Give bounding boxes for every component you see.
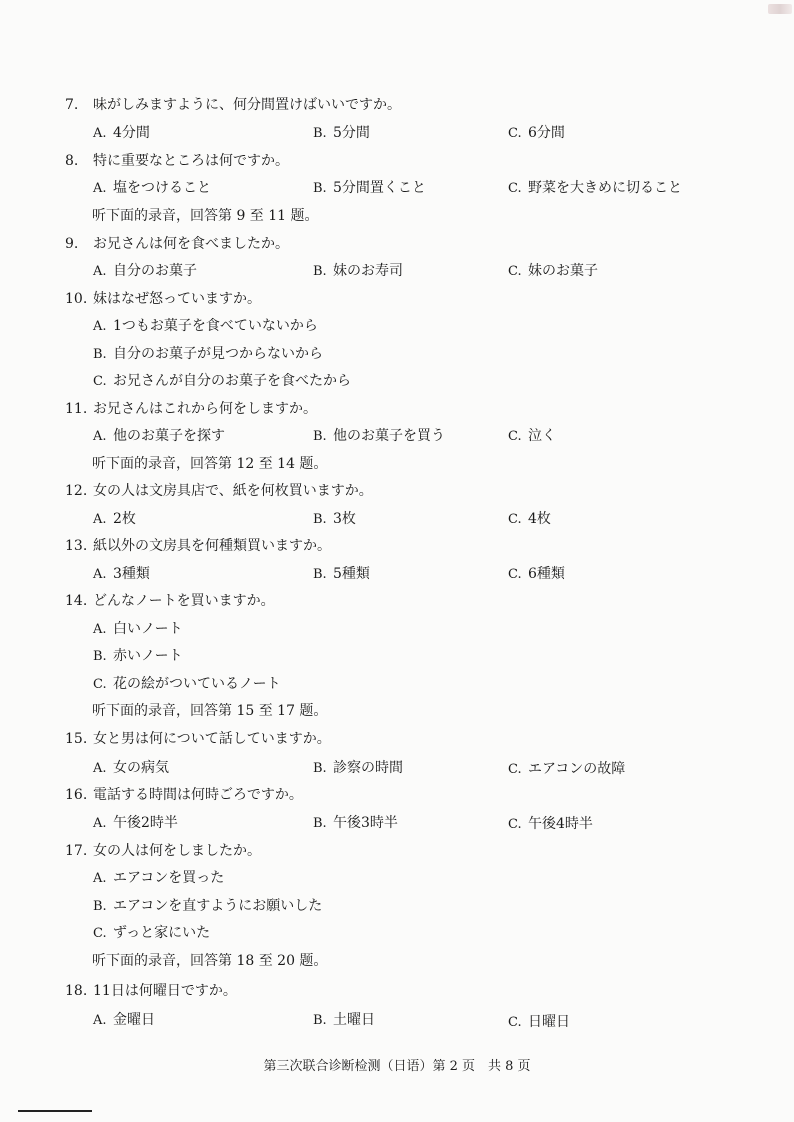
question-text: 妹はなぜ怒っていますか。	[93, 291, 261, 307]
option-c: C. 午後4時半	[508, 816, 593, 832]
option-a: A. エアコンを買った	[93, 870, 225, 886]
option-a: A. 白いノート	[93, 621, 183, 637]
listening-instruction: 听下面的录音，回答第 9 至 11 题。	[92, 208, 319, 224]
option-a: A. 塩をつけること	[93, 180, 211, 196]
question-text: 女と男は何について話していますか。	[93, 731, 331, 747]
question-7: 7. 味がしみますように、何分間置けばいいですか。	[65, 97, 401, 113]
option-c: C. お兄さんが自分のお菓子を食べたから	[93, 373, 351, 389]
option-a: A. 自分のお菓子	[93, 263, 197, 279]
question-text: 11日は何曜日ですか。	[93, 983, 237, 999]
question-text: 味がしみますように、何分間置けばいいですか。	[93, 97, 401, 113]
question-16: 16. 電話する時間は何時ごろですか。	[65, 787, 303, 803]
question-text: 紙以外の文房具を何種類買いますか。	[93, 538, 331, 554]
question-text: お兄さんはこれから何をしますか。	[93, 401, 317, 417]
listening-instruction: 听下面的录音，回答第 15 至 17 题。	[92, 703, 328, 719]
question-text: 女の人は何をしましたか。	[93, 843, 261, 859]
option-b: B. 土曜日	[313, 1012, 375, 1028]
question-18: 18. 11日は何曜日ですか。	[65, 983, 237, 999]
option-b: B. 午後3時半	[313, 815, 398, 831]
question-14: 14. どんなノートを買いますか。	[65, 593, 275, 609]
option-c: C. ずっと家にいた	[93, 925, 211, 941]
option-c: C. 6種類	[508, 566, 565, 582]
option-c: C. 4枚	[508, 511, 551, 527]
question-9: 9. お兄さんは何を食べましたか。	[65, 236, 289, 252]
question-11: 11. お兄さんはこれから何をしますか。	[65, 401, 317, 417]
question-text: お兄さんは何を食べましたか。	[93, 236, 289, 252]
option-a: A. 3種類	[93, 566, 150, 582]
option-a: A. 金曜日	[93, 1012, 155, 1028]
listening-instruction: 听下面的录音，回答第 18 至 20 题。	[92, 953, 328, 969]
question-10: 10. 妹はなぜ怒っていますか。	[65, 291, 261, 307]
option-b: B. 5種類	[313, 566, 370, 582]
option-b: B. 赤いノート	[93, 648, 183, 664]
question-text: 特に重要なところは何ですか。	[93, 153, 289, 169]
question-text: 女の人は文房具店で、紙を何枚買いますか。	[93, 483, 373, 499]
option-c: C. 花の絵がついているノート	[93, 676, 281, 692]
option-b: B. 診察の時間	[313, 760, 403, 776]
option-c: C. 野菜を大きめに切ること	[508, 180, 682, 196]
scan-mark	[18, 1110, 92, 1112]
option-a: A. 4分間	[93, 125, 150, 141]
listening-instruction: 听下面的录音，回答第 12 至 14 题。	[92, 456, 328, 472]
option-c: C. 日曜日	[508, 1014, 570, 1030]
option-a: A. 他のお菓子を探す	[93, 428, 225, 444]
question-13: 13. 紙以外の文房具を何種類買いますか。	[65, 538, 331, 554]
option-c: C. 妹のお菓子	[508, 263, 598, 279]
option-c: C. 泣く	[508, 428, 556, 444]
option-a: A. 2枚	[93, 511, 136, 527]
question-8: 8. 特に重要なところは何ですか。	[65, 153, 289, 169]
option-c: C. 6分間	[508, 125, 565, 141]
option-b: B. 5分間	[313, 125, 370, 141]
option-b: B. 5分間置くこと	[313, 180, 426, 196]
option-b: B. 他のお菓子を買う	[313, 428, 445, 444]
option-b: B. エアコンを直すようにお願いした	[93, 898, 323, 914]
question-text: どんなノートを買いますか。	[93, 593, 275, 609]
question-17: 17. 女の人は何をしましたか。	[65, 843, 261, 859]
option-a: A. 女の病気	[93, 760, 169, 776]
scan-smudge	[768, 4, 792, 14]
question-15: 15. 女と男は何について話していますか。	[65, 731, 331, 747]
page-footer: 第三次联合诊断检测（日语）第 2 页 共 8 页	[263, 1059, 531, 1074]
option-b: B. 自分のお菓子が見つからないから	[93, 346, 323, 362]
option-a: A. 午後2時半	[93, 815, 178, 831]
option-c: C. エアコンの故障	[508, 761, 626, 777]
question-text: 電話する時間は何時ごろですか。	[93, 787, 303, 803]
option-a: A. 1つもお菓子を食べていないから	[93, 318, 318, 334]
question-12: 12. 女の人は文房具店で、紙を何枚買いますか。	[65, 483, 373, 499]
option-b: B. 妹のお寿司	[313, 263, 403, 279]
option-b: B. 3枚	[313, 511, 356, 527]
